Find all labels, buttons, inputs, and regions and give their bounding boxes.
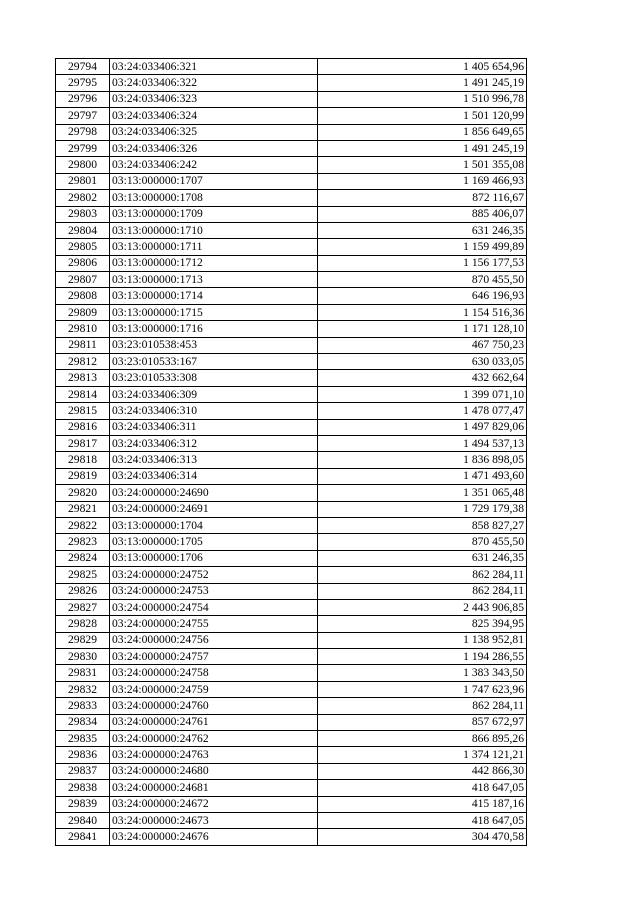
row-number-cell: 29826 [56,583,110,599]
cadastral-value-cell: 1 159 499,89 [318,239,527,255]
cadastral-value-cell: 1 494 537,13 [318,435,527,451]
row-number-cell: 29813 [56,370,110,386]
row-number-cell: 29828 [56,616,110,632]
cadastral-number-cell: 03:23:010533:308 [110,370,318,386]
row-number-cell: 29823 [56,534,110,550]
cadastral-number-cell: 03:13:000000:1715 [110,304,318,320]
table-row [56,812,527,828]
cadastral-value-cell: 1 510 996,78 [318,91,527,107]
table-row [56,780,527,796]
cadastral-number-cell: 03:24:000000:24691 [110,501,318,517]
table-row [56,665,527,681]
row-number-cell: 29802 [56,190,110,206]
cadastral-number-cell: 03:24:033406:309 [110,386,318,402]
table-row [56,108,527,124]
row-number-cell: 29840 [56,812,110,828]
row-number-cell: 29801 [56,173,110,189]
row-number-cell: 29825 [56,567,110,583]
table-row [56,517,527,533]
cadastral-number-cell: 03:24:033406:313 [110,452,318,468]
cadastral-number-cell: 03:24:000000:24756 [110,632,318,648]
cadastral-value-cell: 858 827,27 [318,517,527,533]
cadastral-number-cell: 03:13:000000:1709 [110,206,318,222]
table-row [56,681,527,697]
cadastral-value-cell: 2 443 906,85 [318,599,527,615]
cadastral-value-cell: 1 478 077,47 [318,403,527,419]
cadastral-number-cell: 03:24:000000:24760 [110,698,318,714]
cadastral-value-cell: 862 284,11 [318,698,527,714]
table-row [56,354,527,370]
cadastral-value-cell: 866 895,26 [318,731,527,747]
table-row [56,75,527,91]
row-number-cell: 29804 [56,222,110,238]
table-row [56,173,527,189]
cadastral-value-cell: 1 171 128,10 [318,321,527,337]
cadastral-value-cell: 1 501 355,08 [318,157,527,173]
table-row [56,616,527,632]
cadastral-number-cell: 03:24:000000:24758 [110,665,318,681]
cadastral-number-cell: 03:13:000000:1710 [110,222,318,238]
table-row [56,763,527,779]
cadastral-value-cell: 1 351 065,48 [318,485,527,501]
table-row [56,403,527,419]
cadastral-value-cell: 646 196,93 [318,288,527,304]
row-number-cell: 29834 [56,714,110,730]
cadastral-value-cell: 630 033,05 [318,354,527,370]
cadastral-number-cell: 03:13:000000:1705 [110,534,318,550]
cadastral-number-cell: 03:24:000000:24753 [110,583,318,599]
cadastral-value-table [55,58,527,846]
table-row [56,698,527,714]
cadastral-number-cell: 03:24:000000:24673 [110,812,318,828]
table-row [56,272,527,288]
row-number-cell: 29795 [56,75,110,91]
row-number-cell: 29803 [56,206,110,222]
cadastral-number-cell: 03:23:010538:453 [110,337,318,353]
cadastral-number-cell: 03:24:000000:24755 [110,616,318,632]
cadastral-value-cell: 1 491 245,19 [318,75,527,91]
cadastral-value-cell: 870 455,50 [318,272,527,288]
table-row [56,796,527,812]
cadastral-number-cell: 03:24:033406:314 [110,468,318,484]
row-number-cell: 29794 [56,59,110,75]
row-number-cell: 29799 [56,140,110,156]
table-row [56,714,527,730]
cadastral-value-cell: 1 501 120,99 [318,108,527,124]
cadastral-value-cell: 418 647,05 [318,812,527,828]
cadastral-number-cell: 03:24:000000:24690 [110,485,318,501]
cadastral-value-cell: 467 750,23 [318,337,527,353]
cadastral-value-cell: 870 455,50 [318,534,527,550]
cadastral-value-cell: 1 156 177,53 [318,255,527,271]
table-row [56,747,527,763]
cadastral-number-cell: 03:24:000000:24761 [110,714,318,730]
cadastral-number-cell: 03:24:000000:24676 [110,829,318,845]
cadastral-number-cell: 03:24:000000:24752 [110,567,318,583]
row-number-cell: 29805 [56,239,110,255]
cadastral-number-cell: 03:24:000000:24681 [110,780,318,796]
row-number-cell: 29839 [56,796,110,812]
cadastral-number-cell: 03:24:000000:24763 [110,747,318,763]
row-number-cell: 29830 [56,649,110,665]
table-row [56,534,527,550]
row-number-cell: 29797 [56,108,110,124]
cadastral-number-cell: 03:24:000000:24680 [110,763,318,779]
table-row [56,550,527,566]
row-number-cell: 29836 [56,747,110,763]
row-number-cell: 29838 [56,780,110,796]
table-row [56,190,527,206]
cadastral-value-cell: 857 672,97 [318,714,527,730]
cadastral-value-cell: 1 405 654,96 [318,59,527,75]
cadastral-value-cell: 631 246,35 [318,222,527,238]
cadastral-number-cell: 03:24:000000:24754 [110,599,318,615]
cadastral-number-cell: 03:24:033406:326 [110,140,318,156]
table-body [56,59,527,846]
row-number-cell: 29806 [56,255,110,271]
row-number-cell: 29814 [56,386,110,402]
cadastral-number-cell: 03:24:033406:324 [110,108,318,124]
cadastral-number-cell: 03:24:033406:310 [110,403,318,419]
table-row [56,304,527,320]
cadastral-value-cell: 442 866,30 [318,763,527,779]
table-row [56,206,527,222]
cadastral-number-cell: 03:13:000000:1704 [110,517,318,533]
cadastral-value-cell: 862 284,11 [318,583,527,599]
row-number-cell: 29818 [56,452,110,468]
cadastral-number-cell: 03:13:000000:1712 [110,255,318,271]
cadastral-value-cell: 1 747 623,96 [318,681,527,697]
cadastral-number-cell: 03:13:000000:1714 [110,288,318,304]
cadastral-value-cell: 304 470,58 [318,829,527,845]
cadastral-value-cell: 1 154 516,36 [318,304,527,320]
cadastral-value-cell: 1 491 245,19 [318,140,527,156]
table-row [56,222,527,238]
cadastral-value-cell: 1 194 286,55 [318,649,527,665]
cadastral-value-cell: 825 394,95 [318,616,527,632]
cadastral-number-cell: 03:24:033406:311 [110,419,318,435]
cadastral-number-cell: 03:13:000000:1708 [110,190,318,206]
table-row [56,59,527,75]
row-number-cell: 29808 [56,288,110,304]
table-row [56,321,527,337]
cadastral-number-cell: 03:13:000000:1706 [110,550,318,566]
table-row [56,140,527,156]
row-number-cell: 29807 [56,272,110,288]
cadastral-value-cell: 1 383 343,50 [318,665,527,681]
cadastral-value-cell: 1 138 952,81 [318,632,527,648]
table-row [56,567,527,583]
table-row [56,599,527,615]
cadastral-number-cell: 03:13:000000:1716 [110,321,318,337]
row-number-cell: 29827 [56,599,110,615]
table-row [56,501,527,517]
row-number-cell: 29821 [56,501,110,517]
cadastral-value-cell: 432 662,64 [318,370,527,386]
row-number-cell: 29824 [56,550,110,566]
table-row [56,337,527,353]
row-number-cell: 29831 [56,665,110,681]
table-row [56,288,527,304]
cadastral-number-cell: 03:24:033406:322 [110,75,318,91]
cadastral-number-cell: 03:24:033406:321 [110,59,318,75]
table-row [56,435,527,451]
row-number-cell: 29812 [56,354,110,370]
cadastral-number-cell: 03:24:033406:325 [110,124,318,140]
row-number-cell: 29817 [56,435,110,451]
cadastral-number-cell: 03:24:000000:24762 [110,731,318,747]
row-number-cell: 29796 [56,91,110,107]
row-number-cell: 29837 [56,763,110,779]
cadastral-value-cell: 1 399 071,10 [318,386,527,402]
cadastral-number-cell: 03:13:000000:1711 [110,239,318,255]
row-number-cell: 29835 [56,731,110,747]
table-row [56,419,527,435]
row-number-cell: 29809 [56,304,110,320]
row-number-cell: 29815 [56,403,110,419]
table-row [56,452,527,468]
row-number-cell: 29800 [56,157,110,173]
table-row [56,829,527,845]
row-number-cell: 29832 [56,681,110,697]
table-row [56,649,527,665]
cadastral-value-cell: 872 116,67 [318,190,527,206]
table-row [56,157,527,173]
table-row [56,370,527,386]
cadastral-value-cell: 415 187,16 [318,796,527,812]
cadastral-value-cell: 631 246,35 [318,550,527,566]
cadastral-number-cell: 03:24:000000:24757 [110,649,318,665]
row-number-cell: 29822 [56,517,110,533]
cadastral-value-cell: 1 856 649,65 [318,124,527,140]
table-row [56,632,527,648]
cadastral-value-cell: 1 836 898,05 [318,452,527,468]
cadastral-number-cell: 03:24:033406:312 [110,435,318,451]
cadastral-value-cell: 885 406,07 [318,206,527,222]
table-row [56,124,527,140]
table-row [56,468,527,484]
cadastral-value-cell: 418 647,05 [318,780,527,796]
row-number-cell: 29819 [56,468,110,484]
table-row [56,91,527,107]
cadastral-number-cell: 03:24:033406:323 [110,91,318,107]
cadastral-value-cell: 1 497 829,06 [318,419,527,435]
cadastral-value-cell: 1 729 179,38 [318,501,527,517]
cadastral-value-cell: 1 374 121,21 [318,747,527,763]
row-number-cell: 29820 [56,485,110,501]
cadastral-number-cell: 03:23:010533:167 [110,354,318,370]
cadastral-number-cell: 03:13:000000:1713 [110,272,318,288]
cadastral-number-cell: 03:13:000000:1707 [110,173,318,189]
table-row [56,731,527,747]
row-number-cell: 29798 [56,124,110,140]
cadastral-number-cell: 03:24:000000:24672 [110,796,318,812]
table-row [56,239,527,255]
row-number-cell: 29811 [56,337,110,353]
cadastral-value-cell: 1 471 493,60 [318,468,527,484]
row-number-cell: 29816 [56,419,110,435]
row-number-cell: 29833 [56,698,110,714]
cadastral-number-cell: 03:24:033406:242 [110,157,318,173]
cadastral-number-cell: 03:24:000000:24759 [110,681,318,697]
table-row [56,583,527,599]
row-number-cell: 29810 [56,321,110,337]
table-row [56,386,527,402]
row-number-cell: 29829 [56,632,110,648]
cadastral-value-cell: 1 169 466,93 [318,173,527,189]
table-row [56,255,527,271]
cadastral-value-cell: 862 284,11 [318,567,527,583]
row-number-cell: 29841 [56,829,110,845]
table-row [56,485,527,501]
